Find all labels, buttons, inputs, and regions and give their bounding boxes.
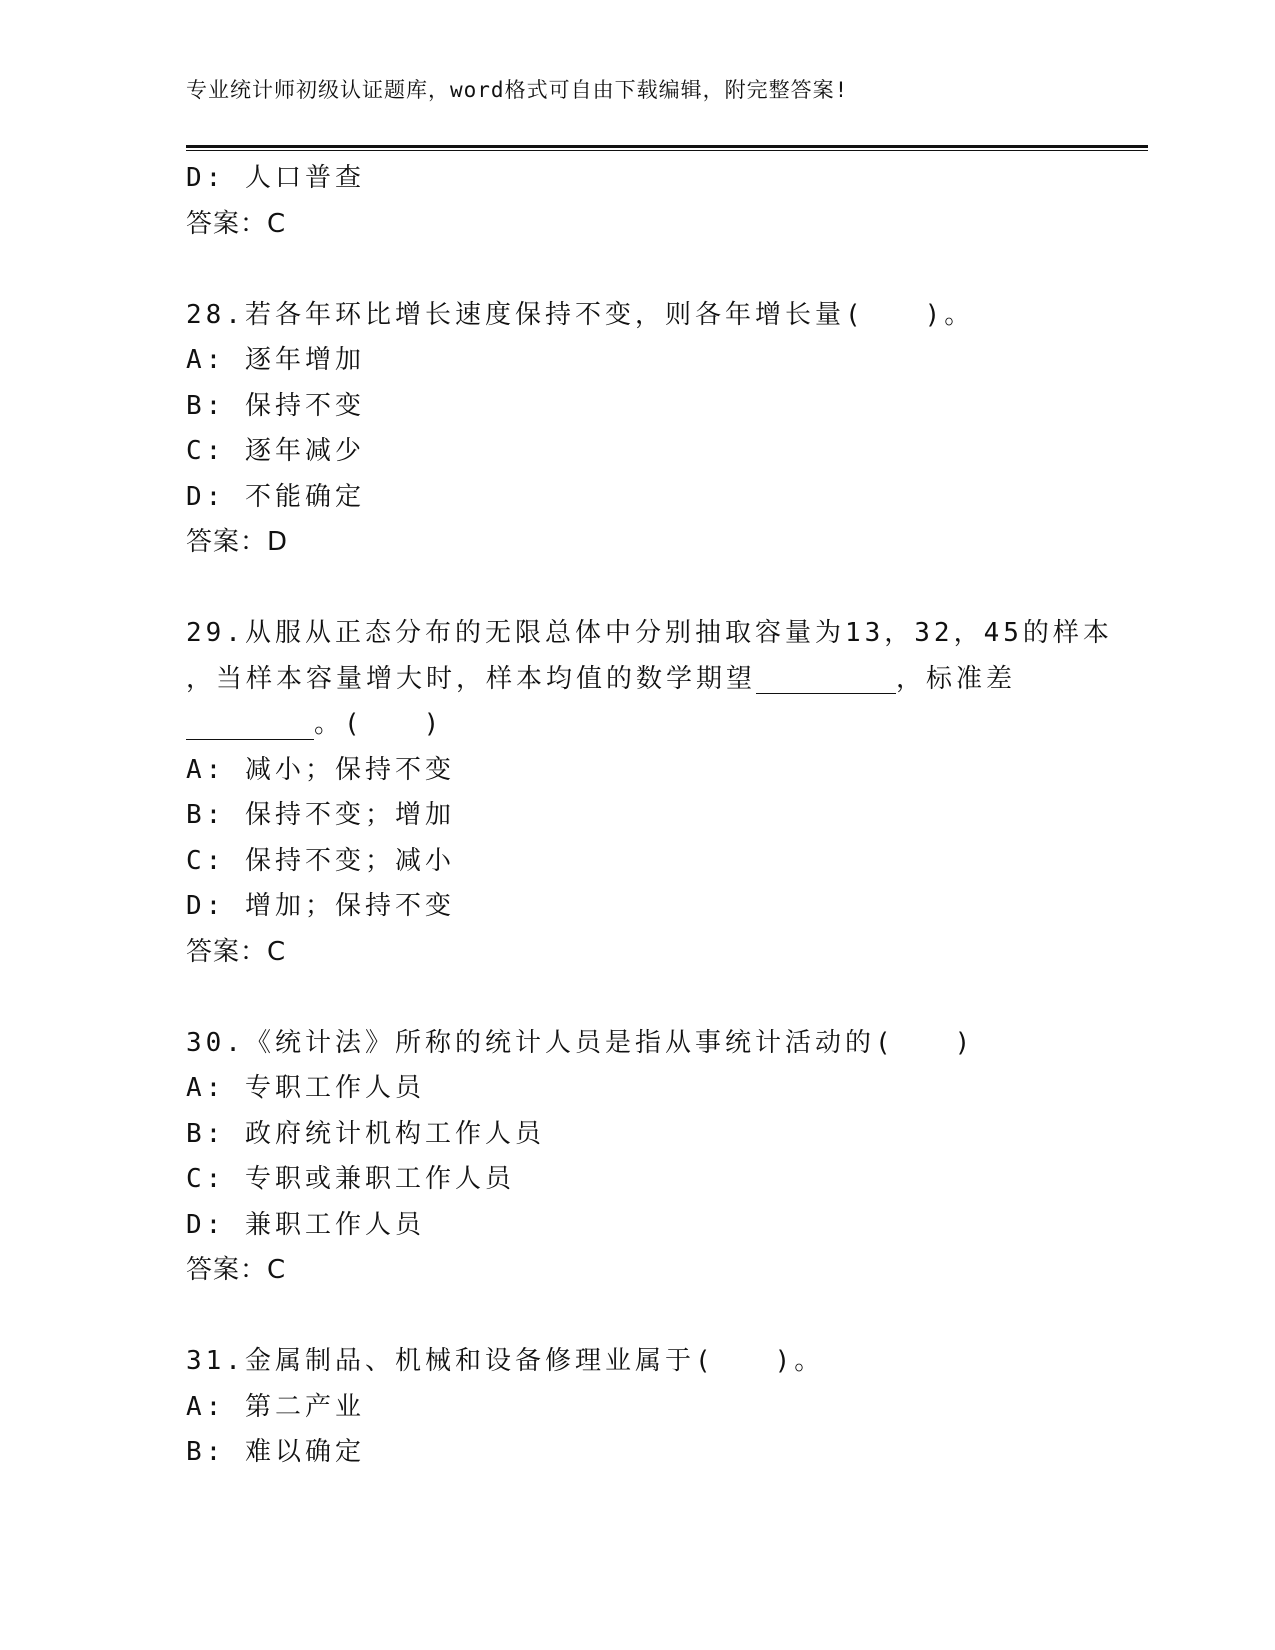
option-a: A: 专职工作人员 [186,1073,425,1103]
option-c: C: 专职或兼职工作人员 [186,1164,515,1194]
question-28 [186,293,1106,566]
answer: 答案：C [186,936,287,967]
option-a: A: 减小；保持不变 [186,754,455,785]
question-30 [186,1021,1106,1294]
stem-text: 。( ) [314,709,444,739]
spacer [186,975,1106,1021]
question-stem-line-2 [186,657,1106,703]
question-list [186,156,1113,1476]
question-31 [186,1339,1106,1476]
question-stem: 31.金属制品、机械和设备修理业属于( )。 [186,1346,825,1376]
header-rule-thin [186,150,1148,151]
question-stem: 30.《统计法》所称的统计人员是指从事统计活动的( ) [186,1027,975,1058]
option-a: A: 第二产业 [186,1391,365,1422]
answer: 答案：C [186,1255,287,1285]
answer: 答案：D [186,527,289,557]
page-header: 专业统计师初级认证题库，word格式可自由下载编辑，附完整答案! [186,78,849,102]
prev-answer: 答案：C [186,208,287,239]
spacer [186,247,1106,293]
option-b: B: 难以确定 [186,1437,365,1467]
question-stem-line-3 [186,702,1106,748]
option-b: B: 政府统计机构工作人员 [186,1118,545,1149]
header-rule-thick [186,145,1148,148]
option-d: D: 兼职工作人员 [186,1209,425,1240]
stem-text: ，标准差 [896,663,1017,694]
question-stem-line-1: 29.从服从正态分布的无限总体中分别抽取容量为13，32，45的样本 [186,618,1113,648]
option-d: D: 增加；保持不变 [186,891,455,921]
question-29 [186,611,1113,975]
option-a: A: 逐年增加 [186,345,365,375]
option-b: B: 保持不变 [186,390,365,421]
prev-option-d: D: 人口普查 [186,163,365,193]
option-c: C: 逐年减少 [186,436,365,466]
spacer [186,1294,1106,1340]
spacer [186,566,1106,612]
stem-text: ，当样本容量增大时，样本均值的数学期望 [186,663,757,694]
fill-blank-2 [186,709,314,740]
fill-blank-1 [756,663,896,694]
option-b: B: 保持不变；增加 [186,800,455,830]
option-d: D: 不能确定 [186,481,365,512]
question-stem: 28.若各年环比增长速度保持不变，则各年增长量( )。 [186,299,975,330]
option-c: C: 保持不变；减小 [186,845,455,876]
